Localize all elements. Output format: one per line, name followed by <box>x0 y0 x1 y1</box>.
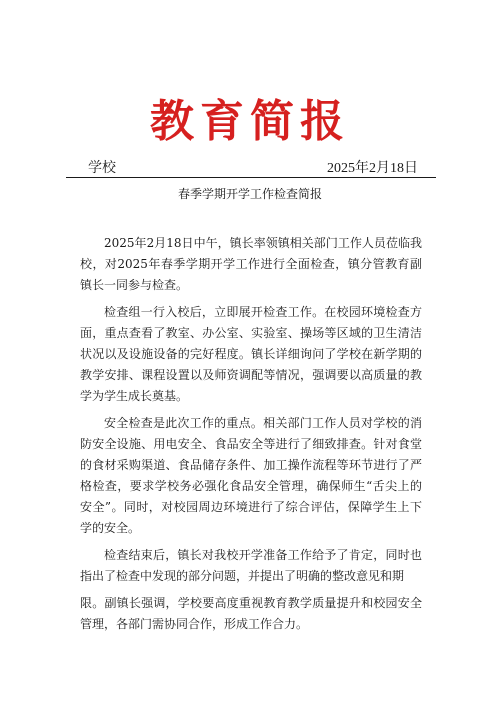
issue-date: 2025年2月18日 <box>327 161 418 176</box>
paragraph-5: 限。副镇长强调，学校要高度重视教育教学质量提升和校园安全管理，各部门需协同合作，形成工作合力。 <box>80 596 422 631</box>
paragraph-3: 安全检查是此次工作的重点。相关部门工作人员对学校的消防安全设施、用电安全、食品安全等进行了细致排查。针对食堂的食材采购渠道、食品储存条件、加工操作流程等环节进行了严格检查，要求学校务必强化食品安全管理，确保师生“舌尖上的安全”。同时，对校园周边环境进行了综合评估，保障学生上下学的安全。 <box>80 416 422 535</box>
paragraph-2: 检查组一行入校后，立即展开检查工作。在校园环境检查方面，重点查看了教室、办公室、实验室、操场等区域的卫生清洁状况以及设施设备的完好程度。镇长详细询问了学校在新学期的教学安排、课程设置以及师资调配等情况，强调要以高质量的教学为学生成长奠基。 <box>80 305 422 403</box>
article-body <box>80 233 422 641</box>
paragraph-4: 检查结束后，镇长对我校开学准备工作给予了肯定，同时也指出了检查中发现的部分问题，并提出了明确的整改意见和期 <box>80 548 422 583</box>
issuer-label: 学校 <box>88 161 116 176</box>
header-divider <box>66 177 436 178</box>
masthead-title: 教育简报 <box>150 96 350 147</box>
paragraph-1: 2025年2月18日中午，镇长率领镇相关部门工作人员莅临我校，对2025年春季学期开学工作进行全面检查，镇分管教育副镇长一同参与检查。 <box>80 236 422 292</box>
article-title: 春季学期开学工作检查简报 <box>177 187 322 201</box>
